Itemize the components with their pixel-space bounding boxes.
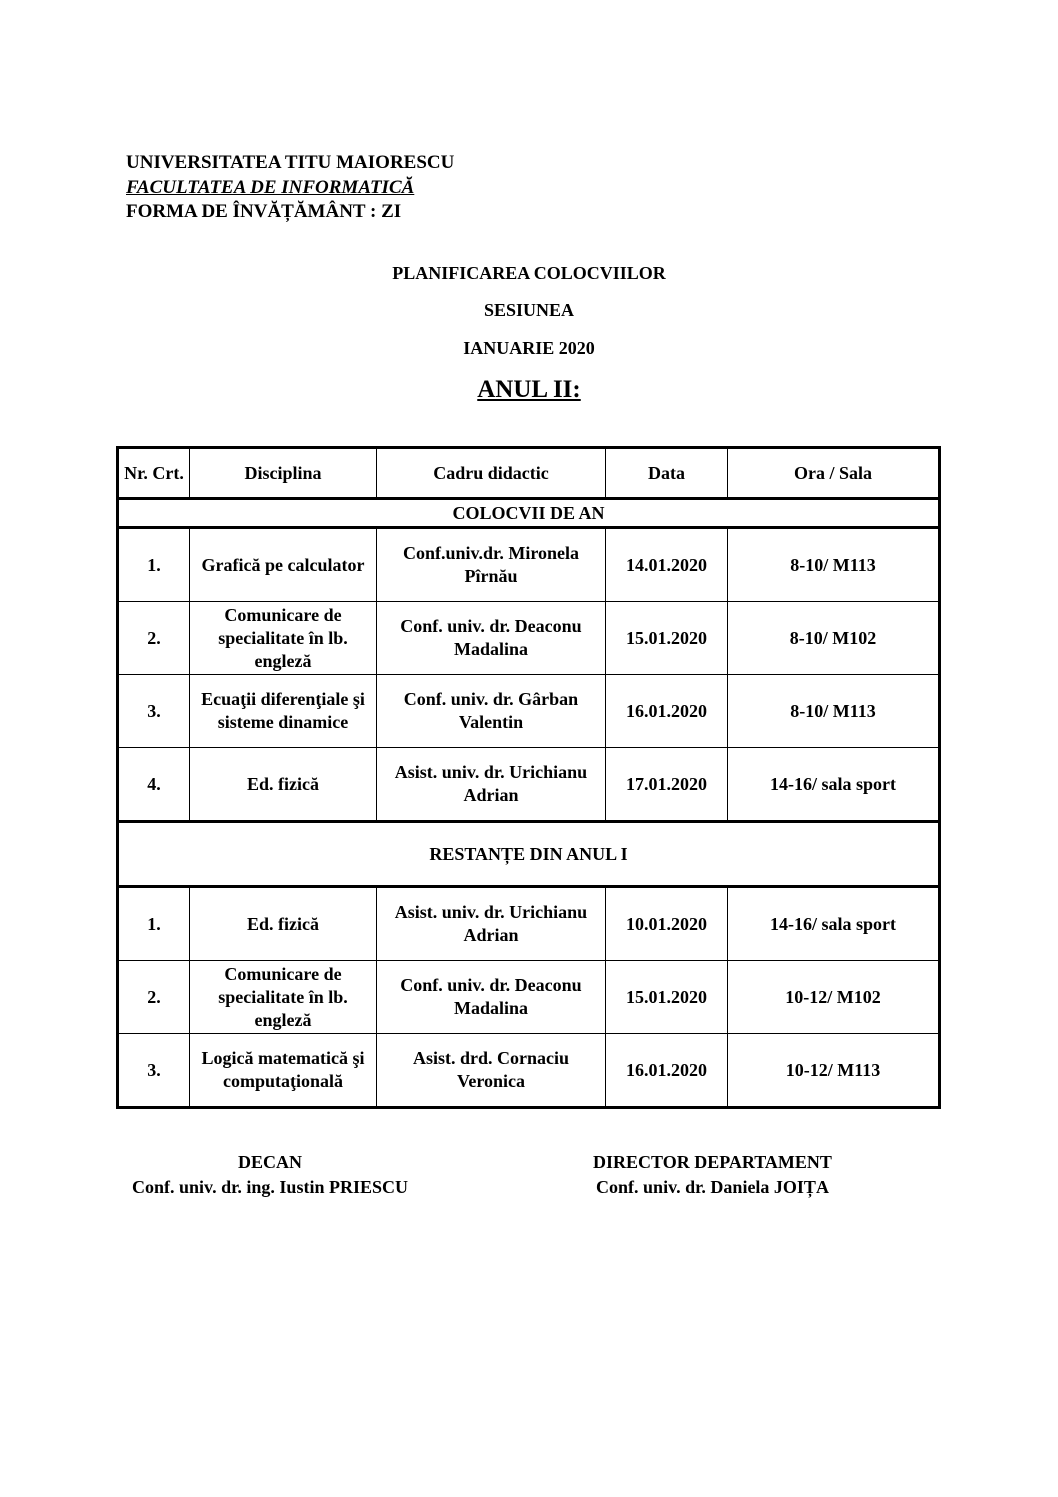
cell-nr: 1. [118, 528, 190, 602]
cell-nr: 4. [118, 748, 190, 822]
cell-cadru: Conf.univ.dr. Mironela Pîrnău [377, 528, 606, 602]
dean-signature-block [120, 1150, 420, 1200]
faculty-name: FACULTATEA DE INFORMATICĂ [126, 177, 415, 198]
cell-cadru: Asist. univ. dr. Urichianu Adrian [377, 748, 606, 822]
cell-disciplina: Logică matematică şi computaţională [190, 1034, 377, 1108]
cell-ora-sala: 8-10/ M113 [728, 675, 940, 748]
schedule-table [116, 446, 941, 1109]
cell-cadru: Asist. drd. Cornaciu Veronica [377, 1034, 606, 1108]
cell-data: 14.01.2020 [606, 528, 728, 602]
document-title: PLANIFICAREA COLOCVIILOR [392, 263, 666, 283]
table-header-row [118, 448, 940, 499]
cell-ora-sala: 14-16/ sala sport [728, 887, 940, 961]
cell-disciplina: Ed. fizică [190, 887, 377, 961]
cell-nr: 3. [118, 675, 190, 748]
table-row [118, 675, 940, 748]
column-header-disciplina: Disciplina [190, 448, 377, 499]
table-row [118, 1034, 940, 1108]
cell-ora-sala: 10-12/ M113 [728, 1034, 940, 1108]
cell-data: 16.01.2020 [606, 675, 728, 748]
study-form: FORMA DE ÎNVĂȚĂMÂNT : ZI [126, 201, 402, 222]
section-row-restante [118, 822, 940, 887]
table-row [118, 602, 940, 675]
table-row [118, 528, 940, 602]
cell-ora-sala: 8-10/ M102 [728, 602, 940, 675]
cell-disciplina: Comunicare de specialitate în lb. engleză [190, 602, 377, 675]
column-header-cadru: Cadru didactic [377, 448, 606, 499]
cell-nr: 2. [118, 961, 190, 1034]
session-date: IANUARIE 2020 [463, 338, 595, 358]
cell-nr: 1. [118, 887, 190, 961]
session-label: SESIUNEA [483, 300, 575, 320]
column-header-ora-sala: Ora / Sala [728, 448, 940, 499]
cell-cadru: Conf. univ. dr. Deaconu Madalina [377, 602, 606, 675]
cell-disciplina: Ecuaţii diferenţiale şi sisteme dinamice [190, 675, 377, 748]
cell-ora-sala: 14-16/ sala sport [728, 748, 940, 822]
cell-disciplina: Comunicare de specialitate în lb. engleză [190, 961, 377, 1034]
table-row [118, 748, 940, 822]
cell-disciplina: Ed. fizică [190, 748, 377, 822]
table-row [118, 887, 940, 961]
cell-data: 10.01.2020 [606, 887, 728, 961]
table-row [118, 961, 940, 1034]
cell-cadru: Conf. univ. dr. Gârban Valentin [377, 675, 606, 748]
section-label: RESTANȚE DIN ANUL I [118, 822, 940, 887]
dean-title: DECAN [237, 1152, 302, 1172]
cell-data: 15.01.2020 [606, 961, 728, 1034]
director-title: DIRECTOR DEPARTAMENT [593, 1152, 832, 1172]
cell-cadru: Conf. univ. dr. Deaconu Madalina [377, 961, 606, 1034]
cell-nr: 2. [118, 602, 190, 675]
director-signature-block [540, 1150, 885, 1200]
cell-ora-sala: 8-10/ M113 [728, 528, 940, 602]
cell-data: 16.01.2020 [606, 1034, 728, 1108]
dean-name: Conf. univ. dr. ing. Iustin PRIESCU [132, 1177, 408, 1197]
cell-data: 17.01.2020 [606, 748, 728, 822]
section-row-colocvii [118, 499, 940, 528]
cell-cadru: Asist. univ. dr. Urichianu Adrian [377, 887, 606, 961]
column-header-nr: Nr. Crt. [118, 448, 190, 499]
column-header-data: Data [606, 448, 728, 499]
year-heading: ANUL II: [477, 376, 581, 403]
university-name: UNIVERSITATEA TITU MAIORESCU [126, 152, 455, 173]
cell-ora-sala: 10-12/ M102 [728, 961, 940, 1034]
section-label: COLOCVII DE AN [118, 499, 940, 528]
cell-disciplina: Grafică pe calculator [190, 528, 377, 602]
cell-data: 15.01.2020 [606, 602, 728, 675]
cell-nr: 3. [118, 1034, 190, 1108]
director-name: Conf. univ. dr. Daniela JOIȚA [596, 1177, 829, 1197]
